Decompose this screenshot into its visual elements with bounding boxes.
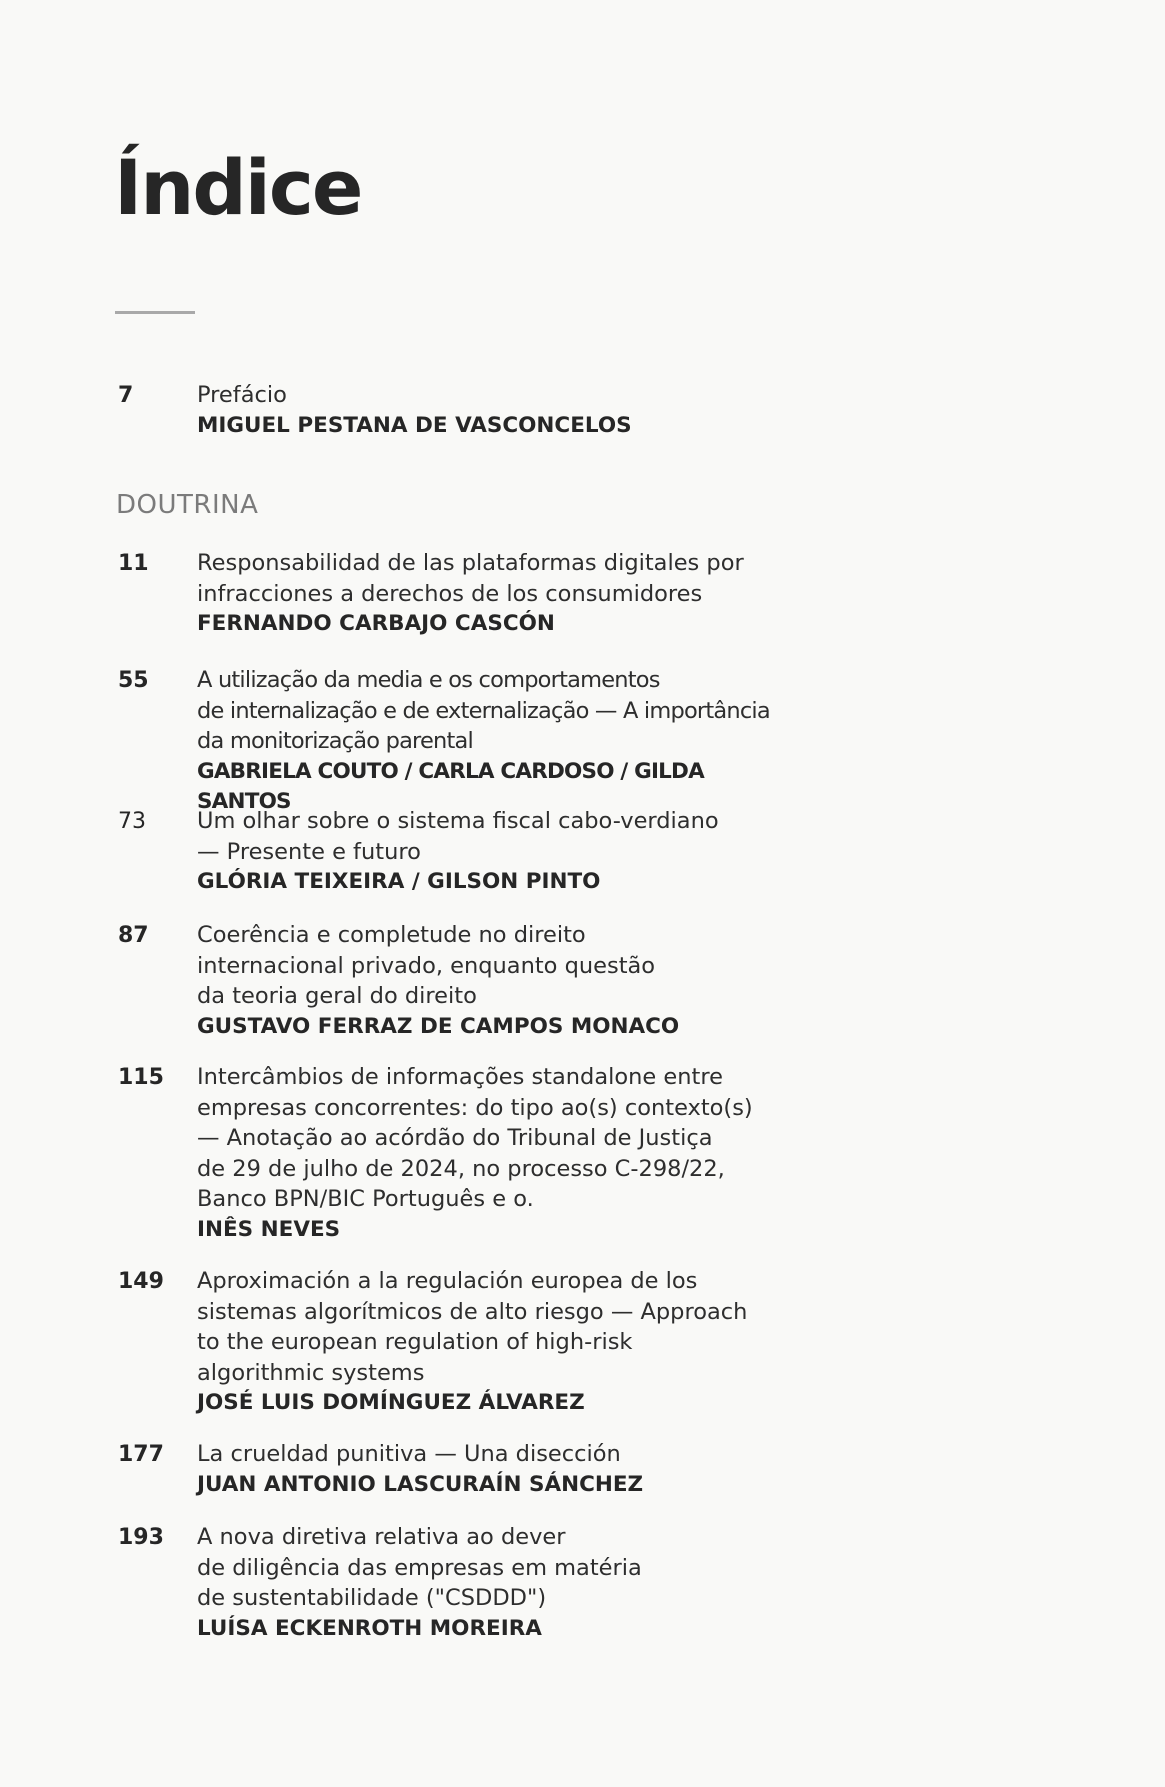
toc-entry-author: INÊS NEVES [197,1216,341,1242]
toc-entry-page-number: 115 [118,1065,164,1090]
toc-entry-title: Responsabilidad de las plataformas digitales por infracciones a derechos de los consumidores [197,550,744,607]
toc-entry-author: JUAN ANTONIO LASCURAÍN SÁNCHEZ [197,1471,644,1497]
toc-entry-author: JOSÉ LUIS DOMÍNGUEZ ÁLVAREZ [197,1390,585,1415]
toc-entry-page-number: 177 [118,1442,164,1467]
toc-entry-page-number: 55 [118,668,149,693]
toc-entry-title: Intercâmbios de informações standalone entre empresas concorrentes: do tipo ao(s) contexto(s) — Anotação ao acórdão do Tribunal de Justiça de 29 de julho de 2024, no processo C-298/22, Banco BPN/BIC Português e o. [197,1064,753,1212]
toc-entry-title: A nova diretiva relativa ao dever de diligência das empresas em matéria de sustentabilidade ("CSDDD") [197,1524,642,1611]
toc-entry-title: Prefácio [197,382,287,408]
toc-entry-title: Um olhar sobre o sistema fiscal cabo-verdiano — Presente e futuro [197,808,719,865]
toc-entry-page-number: 87 [118,923,149,948]
toc-entry-page-number: 149 [118,1269,164,1294]
toc-entry-author: FERNANDO CARBAJO CASCÓN [197,611,555,636]
toc-entry-title: Coerência e completude no direito internacional privado, enquanto questão da teoria geral do direito [197,922,656,1009]
toc-entry-page-number: 11 [118,551,149,576]
toc-entry-page-number: 193 [118,1525,164,1550]
toc-entry-page-number: 73 [118,809,146,834]
toc-entry-author: GABRIELA COUTO / CARLA CARDOSO / GILDA SANTOS [197,758,704,814]
toc-entry-page-number: 7 [118,383,134,408]
page-title: Índice [114,143,362,232]
toc-entry-title: A utilização da media e os comportamentos de internalização e de externalização — A importância da monitorização parental [197,667,770,754]
toc-entry-title: La crueldad punitiva — Una disección [197,1441,621,1467]
toc-entry-author: LUÍSA ECKENROTH MOREIRA [197,1615,542,1641]
section-heading: DOUTRINA [116,490,259,520]
toc-entry-author: MIGUEL PESTANA DE VASCONCELOS [197,412,632,438]
toc-entry-author: GLÓRIA TEIXEIRA / GILSON PINTO [197,869,601,894]
toc-entry-title: Aproximación a la regulación europea de los sistemas algorítmicos de alto riesgo — Approach to the european regulation of high-risk algorithmic systems [197,1268,748,1386]
title-divider [115,311,195,314]
toc-entry-author: GUSTAVO FERRAZ DE CAMPOS MONACO [197,1013,680,1039]
